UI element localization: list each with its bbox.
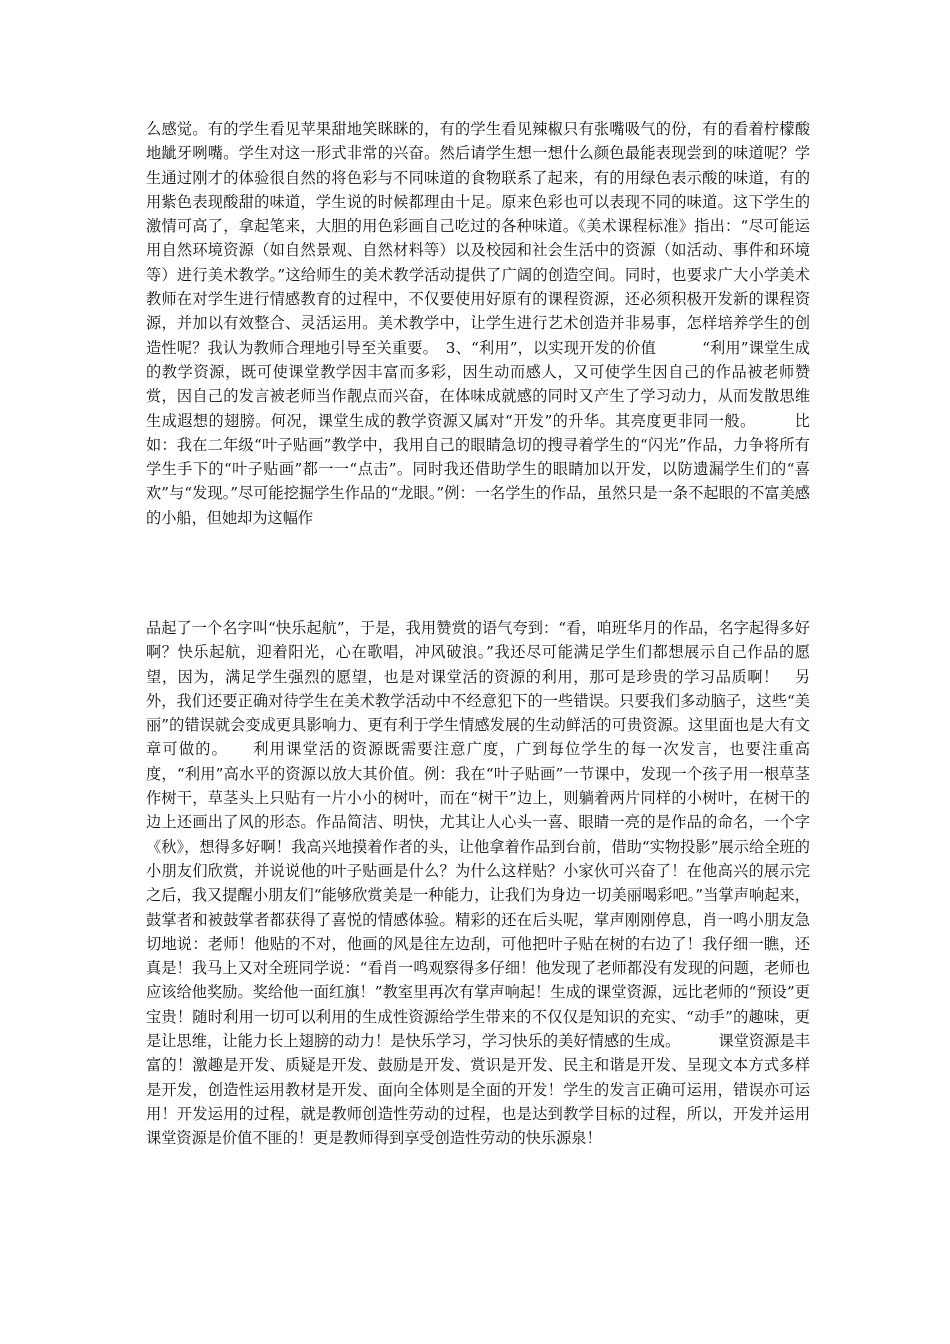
paragraph-block-2: 品起了一个名字叫“快乐起航”，于是，我用赞赏的语气夸到：“看，咱班华月的作品，名字起得多好啊？快乐起航，迎着阳光，心在歌唱，冲风破浪。”我还尽可能满足学生们都想展示自己作品的愿望，因为，满足学生强烈的愿望，也是对课堂活的资源的利用，那可是珍贵的学习品质啊！ 另外，我们还要正确对待学生在美术教学活动中不经意犯下的一些错误。只要我们多动脑子，这些“美丽”的错误就会变成更具影响力、更有利于学生情感发展的生动鲜活的可贵资源。这里面也是大有文章可做的。 利用课堂活的资源既需要注意广度，广到每位学生的每一次发言，也要注重高度，“利用”高水平的资源以放大其价值。例：我在“叶子贴画”一节课中，发现一个孩子用一根草茎作树干，草茎头上只贴有一片小小的树叶，而在“树干”边上，则躺着两片同样的小树叶，在树干的边上还画出了风的形态。作品简洁、明快，尤其让人心头一喜、眼睛一亮的是作品的命名，一个字《秋》，想得多好啊！我高兴地摸着作者的头，让他拿着作品到台前，借助“实物投影”展示给全班的小朋友们欣赏，并说说他的叶子贴画是什么？为什么这样贴？小家伙可兴奋了！在他高兴的展示完之后，我又提醒小朋友们“能够欣赏美是一种能力，让我们为身边一切美丽喝彩吧。”当掌声响起来，鼓掌者和被鼓掌者都获得了喜悦的情感体验。精彩的还在后头呢，掌声刚刚停息，肖一鸣小朋友急切地说：老师！他贴的不对，他画的风是往左边刮，可他把叶子贴在树的右边了！我仔细一瞧，还真是！我马上又对全班同学说：“看肖一鸣观察得多仔细！他发现了老师都没有发现的问题，老师也应该给他奖励。奖给他一面红旗！”教室里再次有掌声响起！生成的课堂资源，远比老师的“预设”更宝贵！随时利用一切可以利用的生成性资源给学生带来的不仅仅是知识的充实、“动手”的趣味，更是让思维，让能力长上翅膀的动力！是快乐学习，学习快乐的美好情感的生成。 课堂资源是丰富的！激趣是开发、质疑是开发、鼓励是开发、赏识是开发、民主和谐是开发、呈现文本方式多样是开发，创造性运用教材是开发、面向全体则是全面的开发！学生的发言正确可运用，错误亦可运用！开发运用的过程，就是教师创造性劳动的过程，也是达到教学目标的过程，所以，开发并运用课堂资源是价值不匪的！更是教师得到享受创造性劳动的快乐源泉！ [146, 619, 810, 1148]
paragraph-block-1: 么感觉。有的学生看见苹果甜地笑眯眯的，有的学生看见辣椒只有张嘴吸气的份，有的看着柠檬酸地龇牙咧嘴。学生对这一形式非常的兴奋。然后请学生想一想什么颜色最能表现尝到的味道呢？学生通过刚才的体验很自然的将色彩与不同味道的食物联系了起来，有的用绿色表示酸的味道，有的用紫色表现酸甜的味道，学生说的时候都理由十足。原来色彩也可以表现不同的味道。这下学生的激情可高了，拿起笔来，大胆的用色彩画自己吃过的各种味道。《美术课程标准》指出：“尽可能运用自然环境资源（如自然景观、自然材料等）以及校园和社会生活中的资源（如活动、事件和环境等）进行美术教学。”这给师生的美术教学活动提供了广阔的创造空间。同时，也要求广大小学美术教师在对学生进行情感教育的过程中，不仅要使用好原有的课程资源，还必须积极开发新的课程资源，并加以有效整合、灵活运用。美术教学中，让学生进行艺术创造并非易事，怎样培养学生的创造性呢？我认为教师合理地引导至关重要。 3、“利用”，以实现开发的价值 “利用”课堂生成的教学资源，既可使课堂教学因丰富而多彩，因生动而感人，又可使学生因自己的作品被老师赞赏，因自己的发言被老师当作靓点而兴奋，在体味成就感的同时又产生了学习动力，从而发散思维生成遐想的翅膀。何况，课堂生成的教学资源又属对“开发”的升华。其亮度更非同一般。 比如：我在二年级“叶子贴画”教学中，我用自己的眼睛急切的搜寻着学生的“闪光”作品，力争将所有学生手下的“叶子贴画”都一一“点击”。同时我还借助学生的眼睛加以开发，以防遗漏学生们的“喜欢”与“发现。”尽可能挖掘学生作品的“龙眼。”例：一名学生的作品，虽然只是一条不起眼的不富美感的小船，但她却为这幅作 [146, 120, 810, 527]
